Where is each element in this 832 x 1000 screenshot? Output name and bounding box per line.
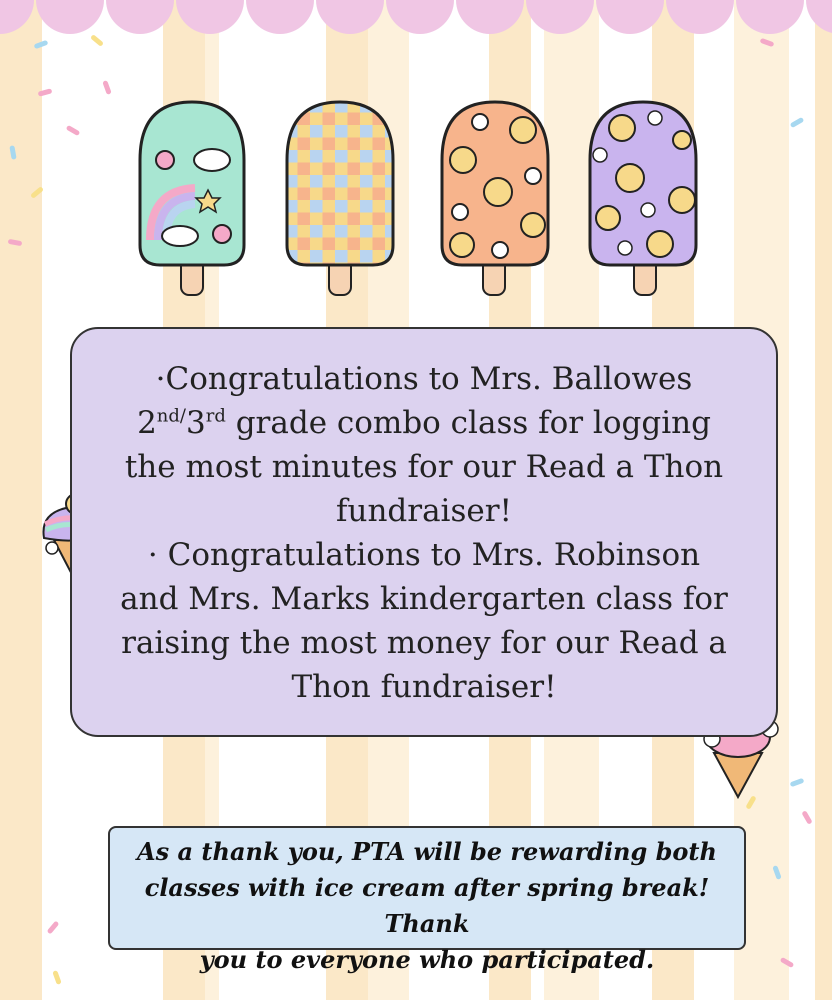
- grade-suffix: rd: [205, 405, 226, 427]
- thank-you-line: classes with ice cream after spring break! Thank: [144, 873, 710, 938]
- rainbow-popsicle-icon: [140, 102, 244, 265]
- announcement-line: ·Congratulations to Mrs. Ballowes: [155, 361, 693, 397]
- popsicles-illustration: [0, 95, 832, 305]
- thank-you-line: you to everyone who participated.: [199, 945, 655, 974]
- announcement-panel: [70, 327, 778, 737]
- lemon-popsicle-icon: [442, 102, 548, 265]
- checkered-popsicle-icon: [287, 102, 393, 265]
- announcement-line: [72, 401, 776, 445]
- announcement-text: grade combo class for logging: [225, 405, 711, 441]
- announcement-line: and Mrs. Marks kindergarten class for: [120, 581, 728, 617]
- announcement-line: Thon fundraiser!: [291, 669, 557, 705]
- thank-you-line: As a thank you, PTA will be rewarding both: [137, 837, 717, 866]
- announcement-line: raising the most money for our Read a: [121, 625, 727, 661]
- announcement-line: · Congratulations to Mrs. Robinson: [147, 537, 701, 573]
- thank-you-note: [108, 826, 746, 974]
- announcement-line: fundraiser!: [336, 493, 512, 529]
- announcement-line: the most minutes for our Read a Thon: [124, 449, 724, 485]
- scalloped-top-border: [0, 0, 832, 40]
- smiley-popsicle-icon: [590, 102, 696, 265]
- grade-number: 3: [185, 405, 206, 441]
- grade-suffix: nd/: [156, 405, 186, 427]
- grade-number: 2: [137, 405, 157, 441]
